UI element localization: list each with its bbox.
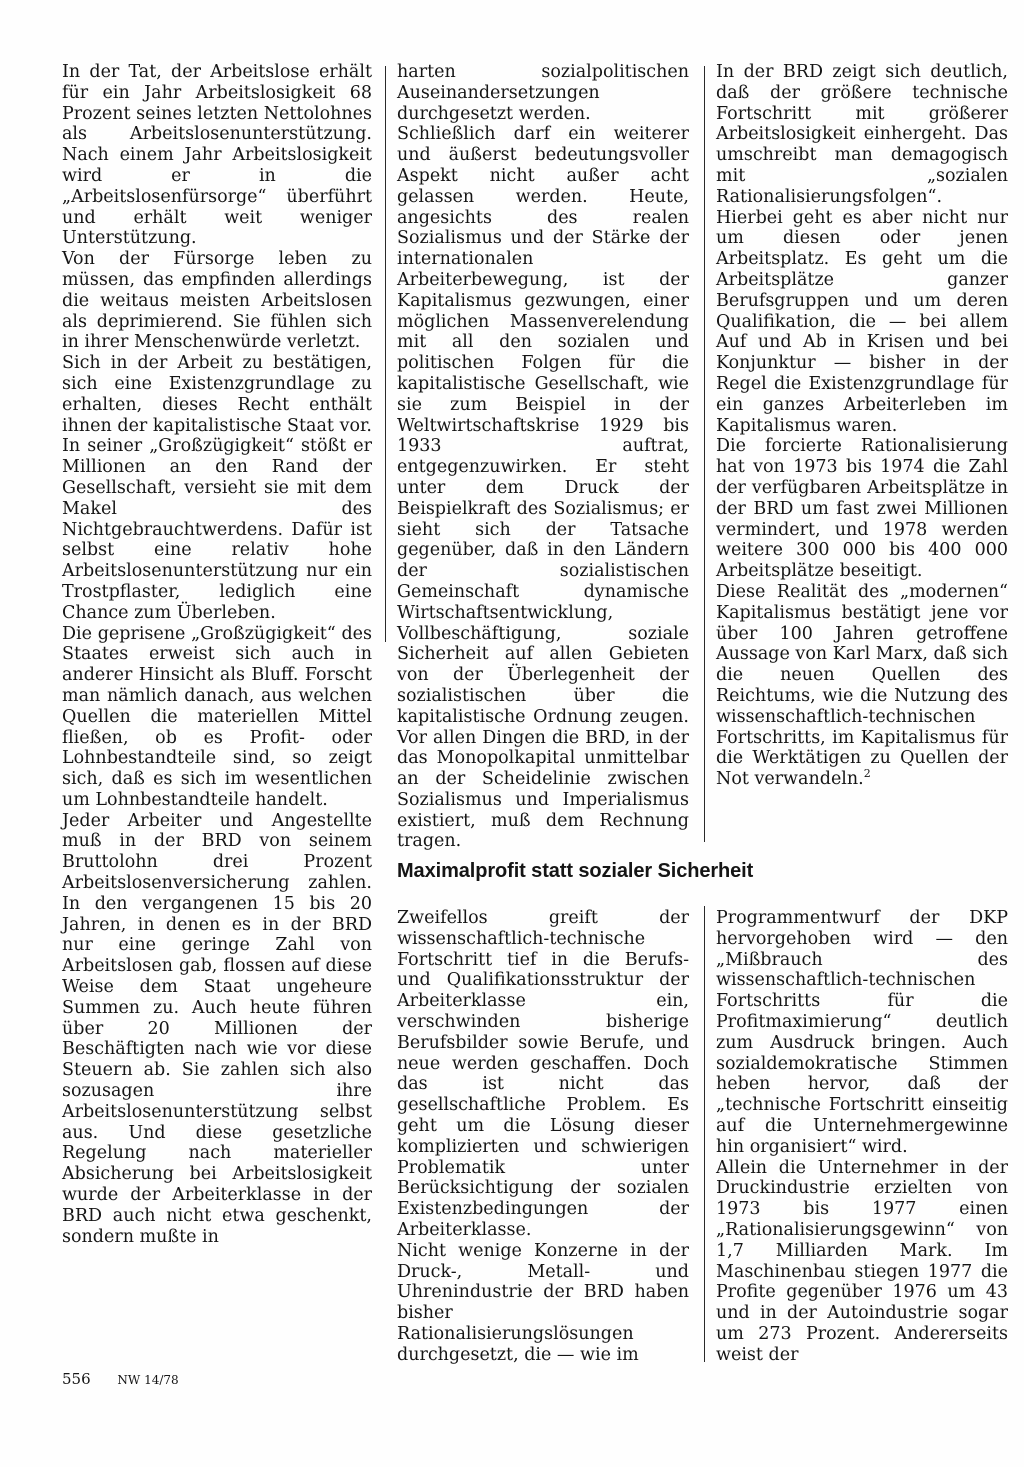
footnote-reference[interactable]: 2 — [863, 767, 871, 781]
article-column-5 — [716, 908, 1008, 1366]
paragraph: Zweifellos greift der wissenschaftlich-technische Fortschritt tief in die Berufs- und Qualifikationsstruktur der Arbeiterklasse ein, verschwinden bisherige Berufsbilder sowie Berufe, und neue werden geschaffen. Doch das ist nicht das gesellschaftliche Problem. Es geht um die Lösung dieser komplizierten und schwierigen Problematik unter Berücksichtigung der sozialen Existenzbedingungen der Arbeiterklasse. — [397, 908, 689, 1240]
paragraph-text: Diese Realität des „modernen“ Kapitalismus bestätigt jene vor über 100 Jahren getroffene Aussage von Karl Marx, daß sich die neuen Quellen des Reichtums, wie die Nutzung des wissenschaftlich-technischen Fortschritts, im Kapitalismus für die Werktätigen zu Quellen der Not verwandeln. — [716, 581, 1008, 790]
paragraph: In der BRD zeigt sich deutlich, daß der größere technische Fortschritt mit größerer Arbeitslosigkeit einhergeht. Das umschreibt man demagogisch mit „sozialen Rationalisierungsfolgen“. — [716, 62, 1008, 207]
section-heading: Maximalprofit statt sozialer Sicherheit — [397, 860, 754, 882]
column-divider-left — [385, 66, 386, 642]
paragraph: Schließlich darf ein weiterer und äußerst bedeutungsvoller Aspekt nicht außer acht gelassen werden. Heute, angesichts des realen Sozialismus und der Stärke der internationalen Arbeiterbewegung, ist der Kapitalismus gezwungen, einer möglichen Massenverelendung mit all den sozialen und politischen Folgen für die kapitalistische Gesellschaft, wie sie zum Beispiel in der Weltwirtschaftskrise 1929 bis 1933 auftrat, entgegenzuwirken. Er steht unter dem Druck der Beispielkraft des Sozialismus; er sieht sich der Tatsache gegenüber, daß in den Ländern der sozialistischen Gemeinschaft dynamische Wirtschaftsentwicklung, Vollbeschäftigung, soziale Sicherheit auf allen Gebieten von der Überlegenheit der sozialistischen über die kapitalistische Ordnung zeugen. Vor allen Dingen die BRD, in der das Monopolkapital unmittelbar an der Scheidelinie zwischen Sozialismus und Imperialismus existiert, muß dem Rechnung tragen. — [397, 124, 689, 852]
column-divider-right — [704, 66, 705, 842]
paragraph: Die geprisene „Großzügigkeit“ des Staates erweist sich auch in anderer Hinsicht als Bluff. Forscht man nämlich danach, aus welchen Quellen die materiellen Mittel fließen, ob es Profit- oder Lohnbestandteile sind, so zeigt sich, daß es sich im wesentlichen um Lohnbestandteile handelt. — [62, 623, 372, 810]
paragraph-with-footnote — [716, 582, 1008, 790]
article-column-1 — [62, 62, 372, 1247]
paragraph: Die forcierte Rationalisierung hat von 1973 bis 1974 die Zahl der verfügbaren Arbeitsplätze in der BRD um fast zwei Millionen vermindert, und 1978 werden weitere 300 000 bis 400 000 Arbeitsplätze beseitigt. — [716, 436, 1008, 582]
paragraph: Allein die Unternehmer in der Druckindustrie erzielten von 1973 bis 1977 einen „Rationalisierungsgewinn“ von 1,7 Milliarden Mark. Im Maschinenbau stiegen 1977 die Profite gegenüber 1976 um 43 und in der Autoindustrie sogar um 273 Prozent. Andererseits weist der — [716, 1157, 1008, 1365]
paragraph: Nicht wenige Konzerne in der Druck-, Metall- und Uhrenindustrie der BRD haben bisher Rationalisierungslösungen durchgesetzt, die — wie im — [397, 1240, 689, 1365]
paragraph: Jeder Arbeiter und Angestellte muß in der BRD von seinem Bruttolohn drei Prozent Arbeitslosenversicherung zahlen. In den vergangenen 15 bis 20 Jahren, in denen es in der BRD nur eine geringe Zahl von Arbeitslosen gab, flossen auf diese Weise dem Staat ungeheure Summen zu. Auch heute führen über 20 Millionen der Beschäftigten nach wie vor diese Steuern ab. Sie zahlen sich also sozusagen ihre Arbeitslosenunterstützung selbst aus. Und diese gesetzliche Regelung nach materieller Absicherung bei Arbeitslosigkeit wurde der Arbeiterklasse in der BRD auch nicht etwa geschenkt, sondern mußte in — [62, 810, 372, 1247]
article-column-2 — [397, 62, 689, 852]
paragraph: harten sozialpolitischen Auseinandersetzungen durchgesetzt werden. — [397, 62, 689, 124]
issue-label: NW 14/78 — [117, 1373, 179, 1387]
paragraph: Sich in der Arbeit zu bestätigen, sich eine Existenzgrundlage zu erhalten, dieses Recht enthält ihnen der kapitalistische Staat vor. In seiner „Großzügigkeit“ stößt er Millionen an den Rand der Gesellschaft, versieht sie mit dem Makel des Nichtgebrauchtwerdens. Dafür ist selbst eine relativ hohe Arbeitslosenunterstützung nur ein Trostpflaster, lediglich eine Chance zum Überleben. — [62, 353, 372, 623]
paragraph: Von der Fürsorge leben zu müssen, das empfinden allerdings die weitaus meisten Arbeitslosen als deprimierend. Sie fühlen sich in ihrer Menschenwürde verletzt. — [62, 249, 372, 353]
article-column-4 — [397, 908, 689, 1366]
paragraph: In der Tat, der Arbeitslose erhält für ein Jahr Arbeitslosigkeit 68 Prozent seines letzten Nettolohnes als Arbeitslosenunterstützung. Nach einem Jahr Arbeitslosigkeit wird er in die „Arbeitslosenfürsorge“ überführt und erhält weit weniger Unterstützung. — [62, 62, 372, 249]
paragraph: Hierbei geht es aber nicht nur um diesen oder jenen Arbeitsplatz. Es geht um die Arbeitsplätze ganzer Berufsgruppen und um deren Qualifikation, die — bei allem Auf und Ab in Krisen und bei Konjunktur — bisher in der Regel die Existenzgrundlage für ein ganzes Arbeiterleben im Kapitalismus waren. — [716, 207, 1008, 436]
article-column-3 — [716, 62, 1008, 790]
page-footer — [62, 1370, 179, 1388]
paragraph: Programmentwurf der DKP hervorgehoben wird — den „Mißbrauch des wissenschaftlich-technischen Fortschritts für die Profitmaximierung“ deutlich zum Ausdruck bringen. Auch sozialdemokratische Stimmen heben hervor, daß der „technische Fortschritt einseitig auf die Unternehmergewinne hin organisiert“ wird. — [716, 908, 1008, 1157]
column-divider-lower — [704, 906, 705, 1362]
page-number: 556 — [62, 1370, 91, 1388]
